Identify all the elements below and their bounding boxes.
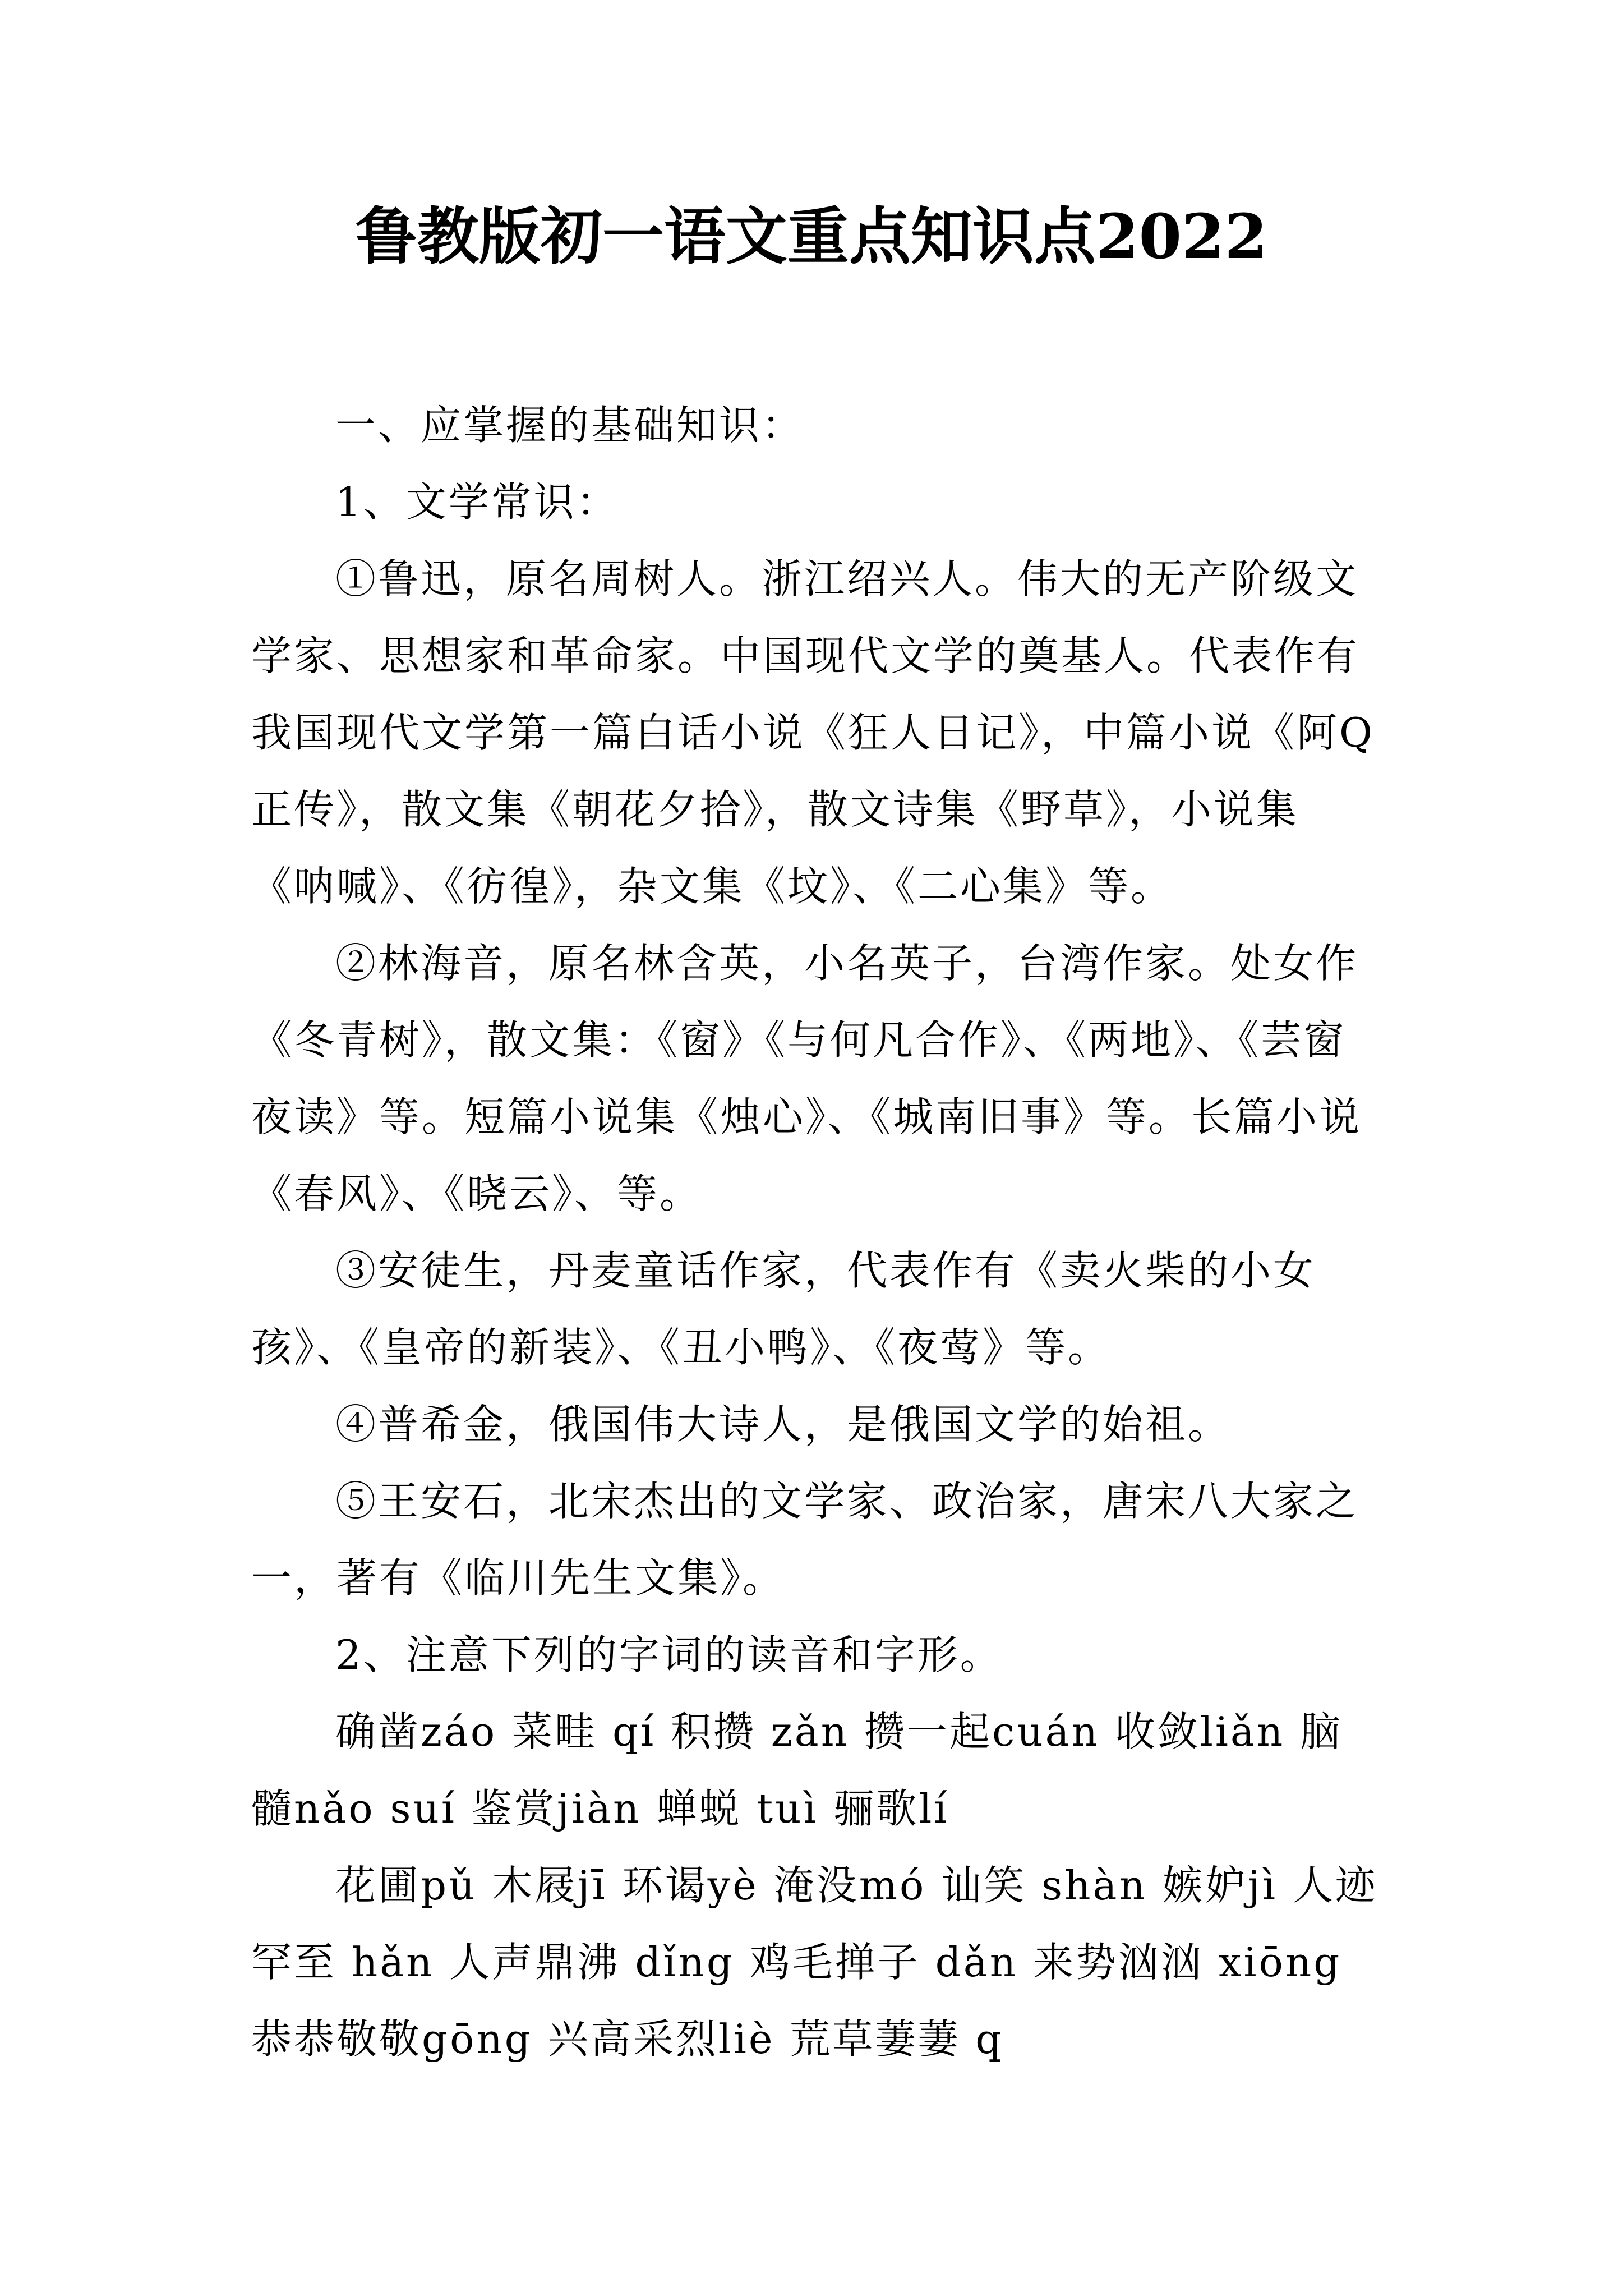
heading-pronunciation: 2、注意下列的字词的读音和字形。	[335, 1631, 1003, 1678]
heading-basic-knowledge: 一、应掌握的基础知识：	[335, 402, 805, 449]
document-body	[251, 387, 1378, 2078]
paragraph-vocab-1: 确凿záo 菜畦 qí 积攒 zǎn 攒一起cuán 收敛liǎn 脑髓nǎo suí 鉴赏jiàn 蝉蜕 tuì 骊歌lí	[251, 1708, 1343, 1832]
paragraph-lin-haiyin: ②林海音，原名林含英，小名英子，台湾作家。处女作《冬青树》，散文集：《窗》《与何凡合作》、《两地》、《芸窗夜读》等。短篇小说集《烛心》、《城南旧事》等。长篇小说《春风》、《晓云》、等。	[251, 940, 1362, 1217]
paragraph-andersen: ③安徒生，丹麦童话作家，代表作有《卖火柴的小女孩》、《皇帝的新装》、《丑小鸭》、《夜莺》等。	[251, 1247, 1316, 1371]
paragraph-vocab-2: 花圃pǔ 木屐jī 环谒yè 淹没mó 讪笑 shàn 嫉妒jì 人迹罕至 hǎn 人声鼎沸 dǐng 鸡毛掸子 dǎn 来势汹汹 xiōng 恭恭敬敬gōng 兴高采烈liè 荒草萋萋 q	[251, 1862, 1378, 2063]
heading-literary-knowledge: 1、文学常识：	[335, 478, 619, 526]
paragraph-pushkin: ④普希金，俄国伟大诗人，是俄国文学的始祖。	[335, 1401, 1231, 1448]
paragraph-lu-xun: ①鲁迅，原名周树人。浙江绍兴人。伟大的无产阶级文学家、思想家和革命家。中国现代文学的奠基人。代表作有我国现代文学第一篇白话小说《狂人日记》，中篇小说《阿Q正传》，散文集《朝花夕拾》，散文诗集《野草》，小说集《呐喊》、《彷徨》，杂文集《坟》、《二心集》等。	[251, 555, 1375, 910]
paragraph-wang-anshi: ⑤王安石，北宋杰出的文学家、政治家，唐宋八大家之一，著有《临川先生文集》。	[251, 1478, 1359, 1602]
document-title: 鲁教版初一语文重点知识点2022	[355, 200, 1268, 273]
